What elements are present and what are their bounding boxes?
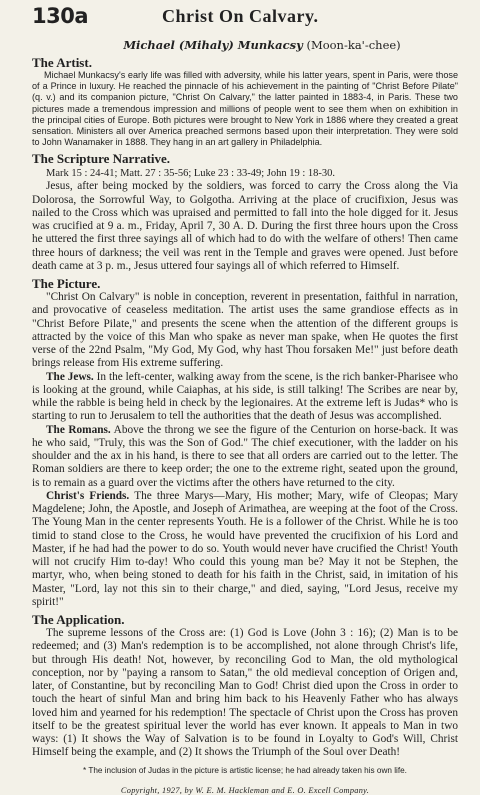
romans-text: Above the throng we see the figure of the Centurion on horse-back. It was he who said, "Truly, this was the Son of God." The chief executioner, with the ladder on his shoulder and the ax in his hand, is there to see that all orders are carried out to the letter. The Roman soldiers are there to keep order; the one to the extreme right, seated upon the ground, is to remain as a guard over the victims after the others have returned to the city. bbox=[32, 423, 459, 489]
friends-lead: Christ's Friends. bbox=[46, 489, 130, 502]
scripture-references: Mark 15 : 24-41; Matt. 27 : 35-56; Luke 23 : 33-49; John 19 : 18-30. bbox=[46, 168, 336, 180]
artist-text: Michael Munkacsy's early life was filled with adversity, while his latter years, spent in Paris, were those of a Prince in luxury. He reached the pinnacle of his achievement in the painting of "Christ Before Pilate" (q. v.) and its companion picture, "Christ On Calvary," the latter painted in 1883-4, in Paris. These two pictures made a tremendous impression and millions of people went to see them when on exhibition in the principal cities of Europe. Both pictures were brought to New York in 1886 where they created a great sensation. Ministers all over America preached sermons based upon their interpretation. They were sold to John Wanamaker in 1888. They hang in an art gallery in Philadelphia. bbox=[32, 70, 458, 148]
picture-romans bbox=[32, 424, 458, 490]
artist-name: Michael (Mihaly) Munkacsy bbox=[123, 38, 303, 52]
copyright: Copyright, 1927, by W. E. M. Hackleman and E. O. Excell Company. bbox=[120, 785, 370, 795]
picture-intro: "Christ On Calvary" is noble in conception, reverent in presentation, faithful in narration, and provocative of ceaseless meditation. The artist uses the same grandiose effects as in "Christ Before Pilate," and presents the scene when the attention of the different groups is attracted by the voice of this Man who spake as never man spake, when He quotes the first verse of the 22nd Psalm, "My God, My God, why hast Thou forsaken Me!" just before death brings release from His extreme suffering. bbox=[32, 291, 458, 370]
narrative-text: Jesus, after being mocked by the soldiers, was forced to carry the Cross along the Via Dolorosa, the Sorrowful Way, to Golgotha. Arriving at the place of crucifixion, Jesus was nailed to the Cross which was upraised and permitted to fall into the hole digged for it. Jesus was crucified at 9 a. m., Friday, April 7, 30 A. D. During the first three hours upon the Cross he uttered the first three sayings all of which had to do with the welfare of others! Then came three hours of darkness; the veil was rent in the Temple and graves were opened. Just before death came at 3 p. m., Jesus uttered four sayings all of which referred to Himself. bbox=[32, 180, 458, 272]
picture-jews bbox=[32, 371, 458, 424]
section-heading-picture: The Picture. bbox=[32, 276, 101, 292]
application-text: The supreme lessons of the Cross are: (1) God is Love (John 3 : 16); (2) Man is to be redeemed; and (3) Man's redemption is to be accomplished, not alone through Christ's life, but through His death! Not, however, by reconciling God to Man, the old mythological conception, nor by "paying a ransom to Satan," the old medieval conception of Origen and, later, of Constantine, but by reconciling Man to God! Christ died upon the Cross in order to touch the heart of sinful Man and bring him back to his Heavenly Father who has always loved him and yearned for his redemption! The spectacle of Christ upon the Cross has proven itself to be the greatest spiritual lever the world has ever known. It appeals to Man in two ways: (1) It shows the Way of Salvation is to be found in Loyalty to God's Will, Christ Himself being the example, and (2) It shows the Triumph of the Soul over Death! bbox=[32, 627, 458, 759]
artist-line bbox=[66, 38, 458, 52]
artist-pronunciation: (Moon-ka'-chee) bbox=[306, 38, 401, 52]
footnote: * The inclusion of Judas in the picture is artistic license; he had already taken his own life. bbox=[83, 765, 407, 775]
jews-text: In the left-center, walking away from the scene, is the rich banker-Pharisee who is looking at the ground, while Caiaphas, at his side, is still talking! The Scribes are near by, while the rabble is being held in check by the legionaires. At the extreme left is Judas* who is starting to run to Jerusalem to tell the authorities that the death of Jesus was accomplished. bbox=[32, 370, 459, 423]
section-heading-narrative: The Scripture Narrative. bbox=[32, 151, 171, 167]
romans-lead: The Romans. bbox=[46, 423, 111, 436]
page-header bbox=[32, 0, 458, 30]
friends-text: The three Marys—Mary, His mother; Mary, wife of Cleopas; Mary Magdelene; John, the Apostle, and Joseph of Arimathea, are weeping at the foot of the Cross. The Young Man in the center represents Youth. He is a follower of the Christ. While he is too timid to stand close to the Cross, he would have prevented the crucifixion of his Lord and Master, if he had had the power to do so. Youth would never have crucified the Christ! Youth will not crucify Him to-day! Who could this young man be? May it not be Stephen, the martyr, who, when being stoned to death for his faith in the Christ, said, in imitation of his Master, "Lord, lay not this sin to their charge," and died, saying, "Lord Jesus, receive my spirit!" bbox=[32, 489, 458, 608]
page-number: 130a bbox=[32, 4, 89, 28]
picture-friends bbox=[32, 490, 458, 609]
page-title: Christ On Calvary. bbox=[162, 6, 319, 26]
jews-lead: The Jews. bbox=[46, 370, 94, 383]
section-heading-artist: The Artist. bbox=[32, 55, 92, 70]
section-heading-application: The Application. bbox=[32, 612, 125, 628]
